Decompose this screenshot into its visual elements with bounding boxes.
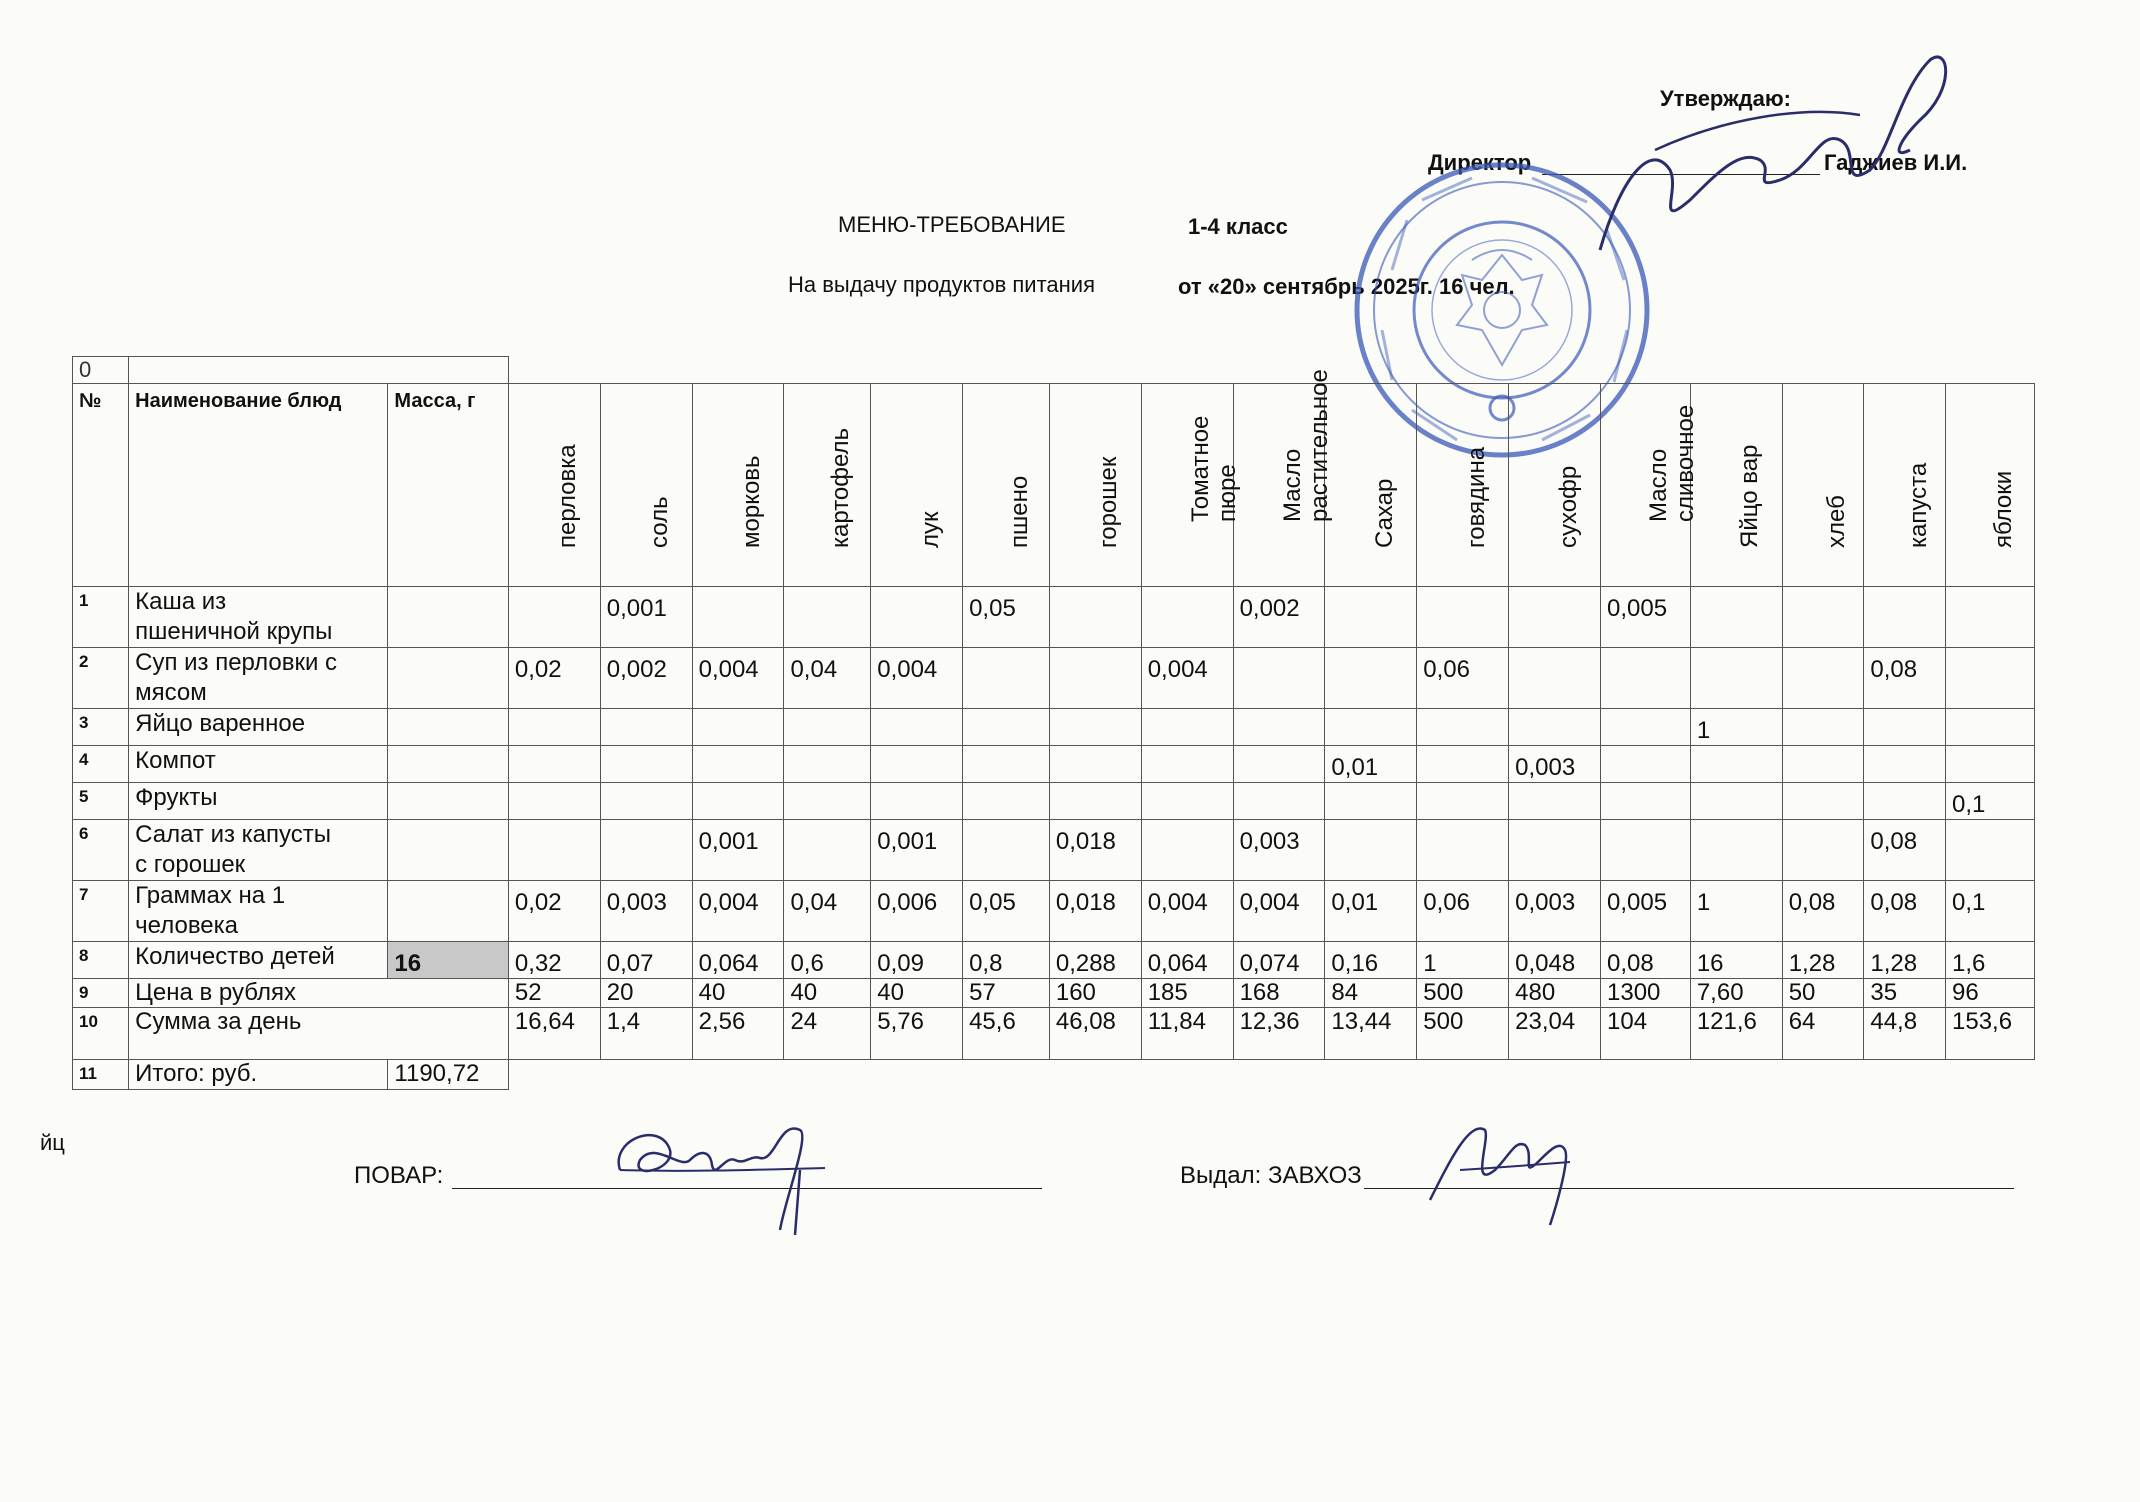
quantity-cell [1864, 746, 1946, 783]
quantity-cell: 0,004 [1141, 648, 1233, 709]
price-cell: 1300 [1601, 979, 1691, 1008]
quantity-cell [1417, 783, 1509, 820]
column-mass-header: Масса, г [388, 384, 508, 587]
quantity-cell: 0,004 [1233, 881, 1325, 942]
dish-name [129, 587, 388, 648]
quantity-cell [600, 783, 692, 820]
quantity-cell [1601, 820, 1691, 881]
dish-name-line: мясом [135, 679, 207, 706]
quantity-cell [871, 709, 963, 746]
quantity-cell: 0,003 [600, 881, 692, 942]
row-number: 1 [73, 587, 129, 648]
mass-cell [388, 709, 508, 746]
quantity-cell [1690, 746, 1782, 783]
daily-sum-row [73, 1008, 2035, 1060]
row-number: 6 [73, 820, 129, 881]
quantity-cell [1509, 820, 1601, 881]
quantity-cell [1049, 587, 1141, 648]
price-cell: 40 [871, 979, 963, 1008]
quantity-cell: 0,06 [1417, 881, 1509, 942]
quantity-cell: 0,005 [1601, 587, 1691, 648]
quantity-cell [692, 746, 784, 783]
quantity-cell [1601, 648, 1691, 709]
column-product-header [1233, 369, 1333, 587]
quantity-cell [1946, 709, 2035, 746]
column-product-header [1141, 384, 1242, 587]
quantity-cell [1325, 709, 1417, 746]
quantity-cell [1946, 746, 2035, 783]
sum-cell: 45,6 [963, 1008, 1050, 1060]
quantity-cell [784, 746, 871, 783]
quantity-cell: 0,05 [963, 881, 1050, 942]
product-name: пшено [1005, 475, 1033, 548]
quantity-cell [1509, 648, 1601, 709]
quantity-cell: 0,07 [600, 942, 692, 979]
quantity-cell: 0,288 [1049, 942, 1141, 979]
sum-cell: 153,6 [1946, 1008, 2035, 1060]
quantity-cell [1782, 820, 1864, 881]
quantity-cell: 0,002 [1233, 587, 1325, 648]
product-name: Яйцо вар [1736, 444, 1764, 548]
quantity-cell [508, 709, 600, 746]
table-row [73, 820, 2035, 881]
quantity-cell [1417, 746, 1509, 783]
quantity-cell [1325, 783, 1417, 820]
quantity-cell [692, 587, 784, 648]
quantity-cell [1601, 746, 1691, 783]
product-name: растительное [1305, 369, 1333, 522]
sum-cell: 23,04 [1509, 1008, 1601, 1060]
mass-cell [388, 648, 508, 709]
quantity-cell: 0,05 [963, 587, 1050, 648]
quantity-cell [784, 709, 871, 746]
column-product-header [1417, 384, 1509, 587]
row-label: Сумма за день [129, 1008, 509, 1060]
sum-cell: 121,6 [1690, 1008, 1782, 1060]
row-number: 3 [73, 709, 129, 746]
quantity-cell [784, 783, 871, 820]
sum-cell: 46,08 [1049, 1008, 1141, 1060]
sum-cell: 5,76 [871, 1008, 963, 1060]
quantity-cell: 0,08 [1601, 942, 1691, 979]
quantity-cell: 0,018 [1049, 820, 1141, 881]
product-name: перловка [554, 444, 582, 548]
product-name: хлеб [1823, 495, 1851, 548]
quantity-cell [1864, 783, 1946, 820]
quantity-cell: 0,08 [1782, 881, 1864, 942]
mass-cell: 16 [388, 942, 508, 979]
row-zero-cell: 0 [73, 357, 129, 384]
column-number-header: № [73, 384, 129, 587]
quantity-cell [784, 587, 871, 648]
quantity-cell: 0,04 [784, 881, 871, 942]
price-cell: 480 [1509, 979, 1601, 1008]
quantity-cell: 0,004 [692, 881, 784, 942]
row-number: 7 [73, 881, 129, 942]
row-number: 2 [73, 648, 129, 709]
product-name: горошек [1095, 456, 1123, 548]
grade-label: 1-4 класс [1188, 214, 1288, 239]
total-row [73, 1060, 2035, 1090]
quantity-cell [1233, 783, 1325, 820]
quantity-cell: 0,1 [1946, 881, 2035, 942]
dish-name [129, 648, 388, 709]
quantity-cell [1325, 587, 1417, 648]
quantity-cell: 0,018 [1049, 881, 1141, 942]
quantity-cell [1601, 783, 1691, 820]
price-cell: 40 [692, 979, 784, 1008]
doc-title: МЕНЮ-ТРЕБОВАНИЕ [838, 212, 1066, 237]
total-value: 1190,72 [388, 1060, 508, 1090]
mass-cell [388, 746, 508, 783]
column-product-header [1782, 384, 1864, 587]
row-number: 8 [73, 942, 129, 979]
price-cell: 50 [1782, 979, 1864, 1008]
dish-name-line: человека [135, 912, 239, 939]
table-row [73, 942, 2035, 979]
purpose-label: На выдачу продуктов питания [788, 272, 1095, 297]
quantity-cell [963, 820, 1050, 881]
dish-name-line: Компот [135, 747, 216, 774]
sum-cell: 11,84 [1141, 1008, 1233, 1060]
price-cell: 52 [508, 979, 600, 1008]
quantity-cell: 0,01 [1325, 881, 1417, 942]
price-cell: 500 [1417, 979, 1509, 1008]
dish-name-line: пшеничной крупы [135, 618, 333, 645]
quantity-cell: 0,01 [1325, 746, 1417, 783]
table-row [73, 881, 2035, 942]
quantity-cell [1233, 648, 1325, 709]
column-product-header [1864, 384, 1946, 587]
quantity-cell: 0,08 [1864, 820, 1946, 881]
product-name: капуста [1904, 462, 1932, 548]
issued-label: Выдал: ЗАВХОЗ [1180, 1162, 1362, 1189]
approval-title: Утверждаю: [1660, 86, 1791, 111]
sum-cell: 64 [1782, 1008, 1864, 1060]
director-name: Гаджиев И.И. [1824, 150, 1968, 175]
quantity-cell [963, 783, 1050, 820]
column-product-header [1690, 384, 1782, 587]
quantity-cell: 0,001 [871, 820, 963, 881]
column-product-header [1601, 384, 1700, 587]
quantity-cell [1601, 709, 1691, 746]
quantity-cell: 0,32 [508, 942, 600, 979]
price-cell: 40 [784, 979, 871, 1008]
sum-cell: 12,36 [1233, 1008, 1325, 1060]
column-product-header [508, 384, 600, 587]
product-name: картофель [827, 427, 855, 548]
quantity-cell: 0,004 [1141, 881, 1233, 942]
product-name: пюре [1214, 464, 1242, 522]
quantity-cell: 1,6 [1946, 942, 2035, 979]
quantity-cell [1233, 746, 1325, 783]
product-name: лук [916, 511, 944, 548]
quantity-cell [1141, 746, 1233, 783]
quantity-cell [1782, 648, 1864, 709]
quantity-cell: 0,003 [1509, 746, 1601, 783]
quantity-cell [1141, 820, 1233, 881]
quantity-cell [692, 783, 784, 820]
quantity-cell [600, 746, 692, 783]
quantity-cell [1690, 783, 1782, 820]
quantity-cell: 0,064 [1141, 942, 1233, 979]
quantity-cell [871, 587, 963, 648]
price-cell: 84 [1325, 979, 1417, 1008]
dish-name [129, 783, 388, 820]
menu-table [72, 356, 2035, 1090]
quantity-cell: 1,28 [1782, 942, 1864, 979]
price-cell: 20 [600, 979, 692, 1008]
quantity-cell [508, 783, 600, 820]
sum-cell: 13,44 [1325, 1008, 1417, 1060]
sum-cell: 500 [1417, 1008, 1509, 1060]
row-number: 5 [73, 783, 129, 820]
quantity-cell [1782, 709, 1864, 746]
product-name: сухофр [1554, 465, 1582, 548]
dish-name-line: Салат из капусты [135, 821, 331, 848]
product-name: Сахар [1370, 478, 1398, 548]
quantity-cell: 0,06 [1417, 648, 1509, 709]
storekeeper-signature [1420, 1100, 1600, 1230]
quantity-cell [1690, 587, 1782, 648]
column-product-header [871, 384, 963, 587]
quantity-cell: 0,02 [508, 881, 600, 942]
quantity-cell: 1 [1417, 942, 1509, 979]
quantity-cell [1049, 746, 1141, 783]
dish-name [129, 746, 388, 783]
table-row [73, 648, 2035, 709]
price-cell: 160 [1049, 979, 1141, 1008]
quantity-cell [1946, 820, 2035, 881]
price-cell: 185 [1141, 979, 1233, 1008]
column-product-header [1049, 384, 1141, 587]
column-dish-header: Наименование блюд [129, 384, 388, 587]
quantity-cell: 0,003 [1233, 820, 1325, 881]
dish-name-line: Суп из перловки с [135, 649, 338, 676]
date-line: от «20» сентябрь 2025г. 16 чел. [1178, 274, 1515, 299]
quantity-cell: 0,001 [600, 587, 692, 648]
table-row [73, 709, 2035, 746]
quantity-cell [508, 587, 600, 648]
sum-cell: 1,4 [600, 1008, 692, 1060]
row-number: 11 [73, 1060, 129, 1090]
quantity-cell [1946, 587, 2035, 648]
quantity-cell: 0,005 [1601, 881, 1691, 942]
quantity-cell: 1 [1690, 881, 1782, 942]
column-product-header [600, 384, 692, 587]
quantity-cell [963, 709, 1050, 746]
quantity-cell [1690, 820, 1782, 881]
quantity-cell: 0,002 [600, 648, 692, 709]
dish-name-line: Граммах на 1 [135, 882, 286, 909]
quantity-cell [692, 709, 784, 746]
table-row [73, 587, 2035, 648]
row-label: Цена в рублях [129, 979, 509, 1008]
quantity-cell [963, 648, 1050, 709]
quantity-cell [1141, 709, 1233, 746]
quantity-cell [1049, 648, 1141, 709]
quantity-cell [600, 820, 692, 881]
price-cell: 57 [963, 979, 1050, 1008]
cook-label: ПОВАР: [354, 1162, 444, 1189]
product-name: морковь [738, 455, 766, 548]
quantity-cell: 0,074 [1233, 942, 1325, 979]
quantity-cell [1233, 709, 1325, 746]
table-row [73, 783, 2035, 820]
price-cell: 7,60 [1690, 979, 1782, 1008]
dish-name [129, 709, 388, 746]
price-cell: 168 [1233, 979, 1325, 1008]
dish-name-line: Каша из [135, 588, 227, 615]
quantity-cell [1782, 746, 1864, 783]
sum-cell: 104 [1601, 1008, 1691, 1060]
quantity-cell [508, 820, 600, 881]
price-cell: 35 [1864, 979, 1946, 1008]
dish-name [129, 820, 388, 881]
quantity-cell: 0,006 [871, 881, 963, 942]
product-name: Томатное [1187, 415, 1215, 522]
quantity-cell [508, 746, 600, 783]
quantity-cell: 1,28 [1864, 942, 1946, 979]
row-number: 9 [73, 979, 129, 1008]
dish-name-line: Количество детей [135, 943, 335, 970]
quantity-cell [1946, 648, 2035, 709]
director-signature [1560, 30, 1960, 280]
quantity-cell [1325, 820, 1417, 881]
quantity-cell: 0,16 [1325, 942, 1417, 979]
quantity-cell [1141, 587, 1233, 648]
quantity-cell [600, 709, 692, 746]
column-product-header [1946, 384, 2035, 587]
quantity-cell: 0,04 [784, 648, 871, 709]
quantity-cell [1417, 820, 1509, 881]
total-label: Итого: руб. [129, 1060, 388, 1090]
sum-cell: 16,64 [508, 1008, 600, 1060]
quantity-cell [1049, 783, 1141, 820]
quantity-cell: 0,001 [692, 820, 784, 881]
quantity-cell [1509, 709, 1601, 746]
quantity-cell: 1 [1690, 709, 1782, 746]
quantity-cell: 0,08 [1864, 648, 1946, 709]
product-name: говядина [1462, 446, 1490, 548]
quantity-cell [1690, 648, 1782, 709]
row-number: 4 [73, 746, 129, 783]
mass-cell [388, 587, 508, 648]
column-product-header [1509, 384, 1601, 587]
quantity-cell [871, 746, 963, 783]
dish-name-line: Яйцо варенное [135, 710, 306, 737]
quantity-cell [1864, 587, 1946, 648]
stray-text: йц [40, 1130, 65, 1155]
quantity-cell: 0,02 [508, 648, 600, 709]
product-name: сливочное [1672, 404, 1700, 522]
quantity-cell [1864, 709, 1946, 746]
quantity-cell [1509, 587, 1601, 648]
quantity-cell: 0,1 [1946, 783, 2035, 820]
quantity-cell: 0,003 [1509, 881, 1601, 942]
quantity-cell [963, 746, 1050, 783]
column-product-header [784, 384, 871, 587]
quantity-cell [871, 783, 963, 820]
sum-cell: 44,8 [1864, 1008, 1946, 1060]
product-name: Масло [1645, 448, 1673, 522]
column-product-header [1325, 384, 1417, 587]
quantity-cell: 0,09 [871, 942, 963, 979]
director-label: Директор [1428, 150, 1532, 175]
quantity-cell [1417, 587, 1509, 648]
quantity-cell [1141, 783, 1233, 820]
quantity-cell [784, 820, 871, 881]
quantity-cell: 0,048 [1509, 942, 1601, 979]
quantity-cell: 0,004 [692, 648, 784, 709]
dish-name-line: Фрукты [135, 784, 218, 811]
product-name: соль [646, 496, 674, 548]
mass-cell [388, 783, 508, 820]
sum-cell: 24 [784, 1008, 871, 1060]
dish-name [129, 881, 388, 942]
quantity-cell [1782, 783, 1864, 820]
price-cell: 96 [1946, 979, 2035, 1008]
price-row [73, 979, 2035, 1008]
quantity-cell [1049, 709, 1141, 746]
quantity-cell [1509, 783, 1601, 820]
mass-cell [388, 881, 508, 942]
quantity-cell [1325, 648, 1417, 709]
quantity-cell [1417, 709, 1509, 746]
table-row [73, 746, 2035, 783]
quantity-cell: 0,004 [871, 648, 963, 709]
product-name: яблоки [1990, 470, 2017, 548]
quantity-cell: 0,08 [1864, 881, 1946, 942]
column-product-header [692, 384, 784, 587]
sum-cell: 2,56 [692, 1008, 784, 1060]
product-name: Масло [1278, 448, 1306, 522]
dish-name [129, 942, 388, 979]
quantity-cell: 0,8 [963, 942, 1050, 979]
row-number: 10 [73, 1008, 129, 1060]
dish-name-line: с горошек [135, 851, 246, 878]
quantity-cell [1782, 587, 1864, 648]
quantity-cell: 0,064 [692, 942, 784, 979]
quantity-cell: 16 [1690, 942, 1782, 979]
mass-cell [388, 820, 508, 881]
quantity-cell: 0,6 [784, 942, 871, 979]
cook-signature [600, 1110, 830, 1240]
column-product-header [963, 384, 1050, 587]
